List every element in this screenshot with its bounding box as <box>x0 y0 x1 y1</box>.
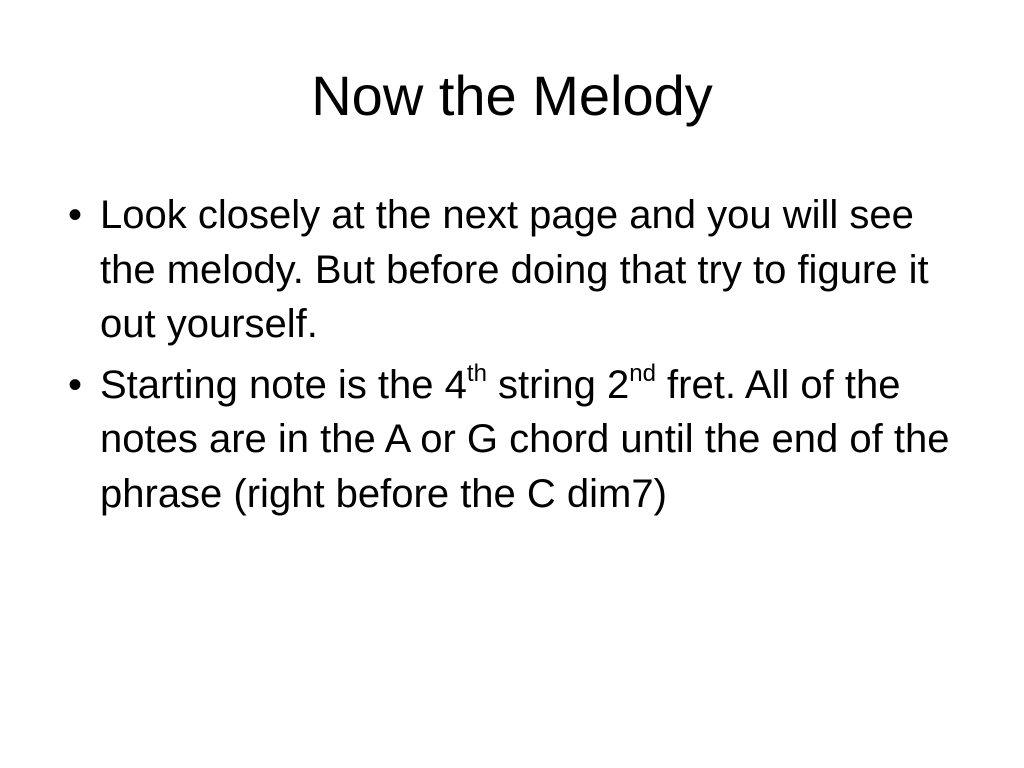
bullet-glyph: • <box>67 362 82 407</box>
bullet-text-part: Starting note is the 4 <box>100 362 467 407</box>
slide-title: Now the Melody <box>311 64 713 127</box>
bullet-text-part: string 2 <box>486 362 630 407</box>
bullet-glyph: • <box>67 193 82 237</box>
bullet-list <box>60 188 970 527</box>
bullet-item <box>60 188 970 352</box>
bullet-item <box>60 358 970 522</box>
ordinal-suffix: th <box>466 360 487 388</box>
bullet-text-part: fret. All of the notes are in the A or G chord until the end of the phrase (right before the C dim7) <box>100 362 950 516</box>
ordinal-suffix: nd <box>629 360 656 388</box>
bullet-text: Look closely at the next page and you will see the melody. But before doing that try to figure it out yourself. <box>100 193 929 346</box>
